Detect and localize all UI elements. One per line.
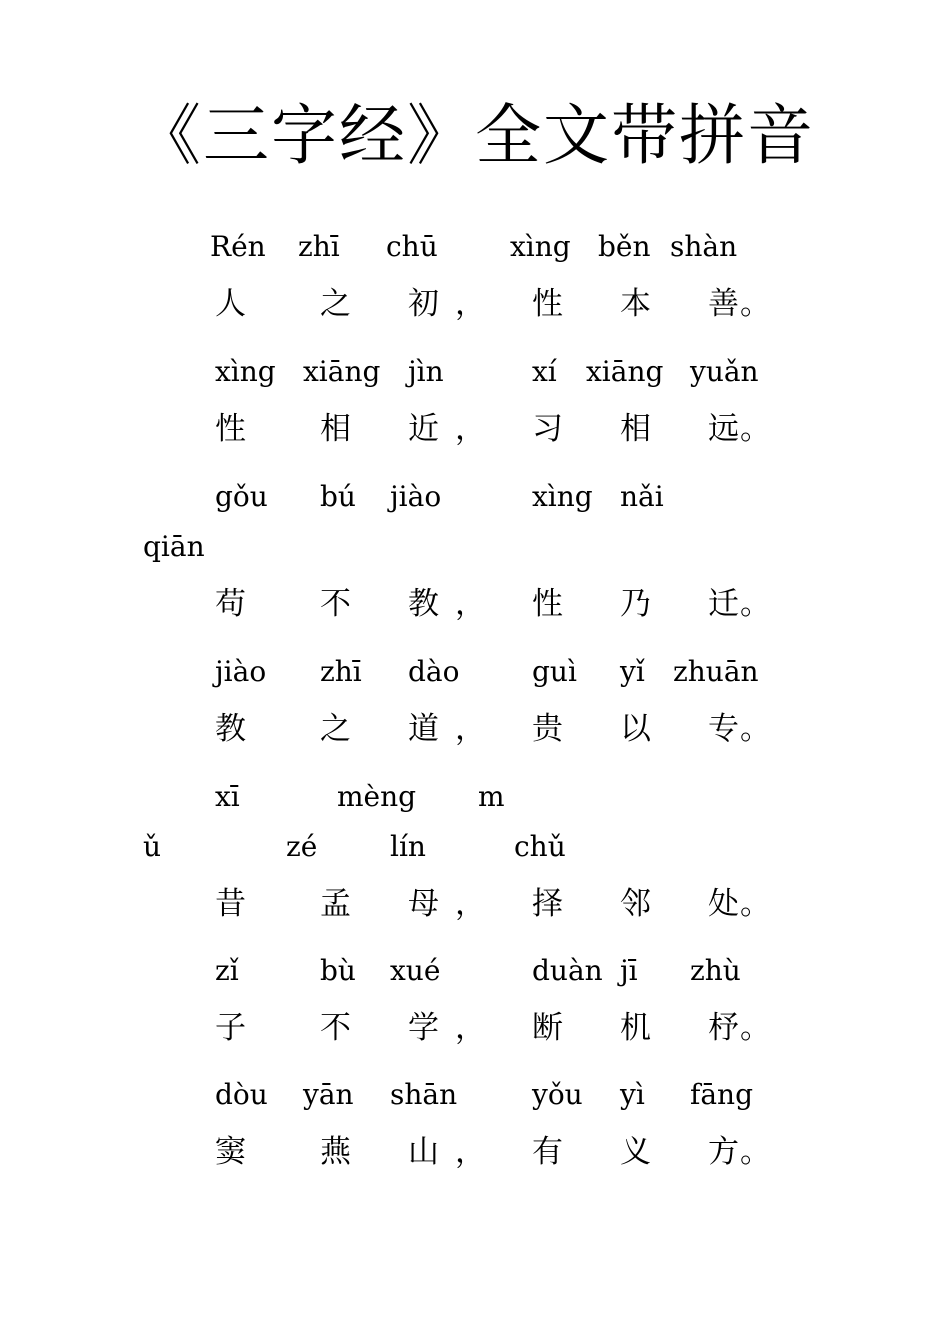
hanzi-char: 性 (532, 586, 563, 622)
pinyin-syllable: xìng (510, 230, 571, 263)
hanzi-char: 善 (708, 286, 739, 322)
hanzi-char: 断 (532, 1010, 563, 1046)
hanzi-char: 母 (408, 886, 439, 922)
hanzi-char: 山 (408, 1134, 439, 1170)
pinyin-syllable: yì (620, 1078, 645, 1111)
hanzi-char: 燕 (320, 1134, 351, 1170)
pinyin-syllable: xī (215, 780, 240, 813)
pinyin-syllable: xìng (532, 480, 593, 513)
hanzi-char: 孟 (320, 886, 351, 922)
punctuation: ， (455, 1010, 486, 1046)
pinyin-syllable: Rén (210, 230, 266, 263)
pinyin-syllable: qiān (143, 530, 205, 563)
hanzi-char: 贵 (532, 711, 563, 747)
pinyin-syllable: xiāng (303, 355, 381, 388)
pinyin-syllable: xué (390, 954, 441, 987)
pinyin-syllable: zé (286, 830, 318, 863)
pinyin-syllable: nǎi (620, 480, 664, 513)
pinyin-syllable: jī (620, 954, 638, 987)
punctuation: ， (455, 1134, 486, 1170)
punctuation: ， (455, 411, 486, 447)
hanzi-char: 专 (708, 711, 739, 747)
hanzi-char: 昔 (215, 886, 246, 922)
hanzi-char: 本 (620, 286, 651, 322)
hanzi-char: 道 (408, 711, 439, 747)
hanzi-char: 初 (408, 286, 439, 322)
pinyin-syllable: shān (390, 1078, 458, 1111)
pinyin-syllable: gǒu (215, 480, 268, 513)
pinyin-syllable: xìng (215, 355, 276, 388)
pinyin-syllable: duàn (532, 954, 603, 987)
hanzi-char: 不 (320, 586, 351, 622)
pinyin-syllable: běn (598, 230, 651, 263)
pinyin-syllable: yān (303, 1078, 354, 1111)
hanzi-char: 学 (408, 1010, 439, 1046)
hanzi-char: 苟 (215, 586, 246, 622)
pinyin-syllable: dào (408, 655, 460, 688)
hanzi-char: 窦 (215, 1134, 246, 1170)
hanzi-char: 邻 (620, 886, 651, 922)
hanzi-char: 之 (320, 711, 351, 747)
pinyin-syllable: xiāng (586, 355, 664, 388)
pinyin-syllable: mèng (337, 780, 417, 813)
punctuation: ， (455, 286, 486, 322)
pinyin-syllable: guì (532, 655, 577, 688)
pinyin-syllable: yǒu (532, 1078, 583, 1111)
hanzi-char: 性 (215, 411, 246, 447)
pinyin-syllable: zhù (690, 954, 741, 987)
pinyin-syllable: chū (386, 230, 438, 263)
punctuation: ， (455, 586, 486, 622)
hanzi-char: 教 (215, 711, 246, 747)
pinyin-syllable: lín (390, 830, 426, 863)
document-title: 《三字经》全文带拼音 (135, 97, 815, 174)
pinyin-syllable: shàn (670, 230, 738, 263)
pinyin-syllable: chǔ (514, 830, 566, 863)
pinyin-syllable: zhī (320, 655, 362, 688)
pinyin-syllable: jìn (408, 355, 444, 388)
punctuation: ， (455, 886, 486, 922)
pinyin-syllable: zǐ (215, 954, 239, 987)
hanzi-char: 教 (408, 586, 439, 622)
punctuation: 。 (740, 411, 771, 447)
hanzi-char: 人 (215, 286, 246, 322)
pinyin-syllable: ǔ (143, 830, 162, 863)
hanzi-char: 相 (320, 411, 351, 447)
hanzi-char: 近 (408, 411, 439, 447)
punctuation: 。 (740, 711, 771, 747)
hanzi-char: 方 (708, 1134, 739, 1170)
hanzi-char: 处 (708, 886, 739, 922)
pinyin-syllable: jiào (390, 480, 442, 513)
hanzi-char: 乃 (620, 586, 651, 622)
punctuation: 。 (740, 1134, 771, 1170)
hanzi-char: 相 (620, 411, 651, 447)
hanzi-char: 杼 (708, 1010, 739, 1046)
pinyin-syllable: xí (532, 355, 557, 388)
pinyin-syllable: bú (320, 480, 356, 513)
hanzi-char: 习 (532, 411, 563, 447)
hanzi-char: 之 (320, 286, 351, 322)
pinyin-syllable: bù (320, 954, 356, 987)
pinyin-syllable: m (478, 780, 505, 813)
pinyin-syllable: yǐ (620, 655, 645, 688)
pinyin-syllable: zhuān (673, 655, 759, 688)
pinyin-syllable: fāng (690, 1078, 754, 1111)
pinyin-syllable: zhī (298, 230, 340, 263)
hanzi-char: 以 (620, 711, 651, 747)
hanzi-char: 义 (620, 1134, 651, 1170)
hanzi-char: 机 (620, 1010, 651, 1046)
punctuation: 。 (740, 586, 771, 622)
pinyin-syllable: yuǎn (690, 355, 759, 388)
hanzi-char: 择 (532, 886, 563, 922)
pinyin-syllable: dòu (215, 1078, 268, 1111)
punctuation: 。 (740, 1010, 771, 1046)
hanzi-char: 不 (320, 1010, 351, 1046)
pinyin-syllable: jiào (215, 655, 267, 688)
punctuation: 。 (740, 886, 771, 922)
punctuation: 。 (740, 286, 771, 322)
hanzi-char: 有 (532, 1134, 563, 1170)
hanzi-char: 迁 (708, 586, 739, 622)
punctuation: ， (455, 711, 486, 747)
hanzi-char: 子 (215, 1010, 246, 1046)
hanzi-char: 性 (532, 286, 563, 322)
hanzi-char: 远 (708, 411, 739, 447)
